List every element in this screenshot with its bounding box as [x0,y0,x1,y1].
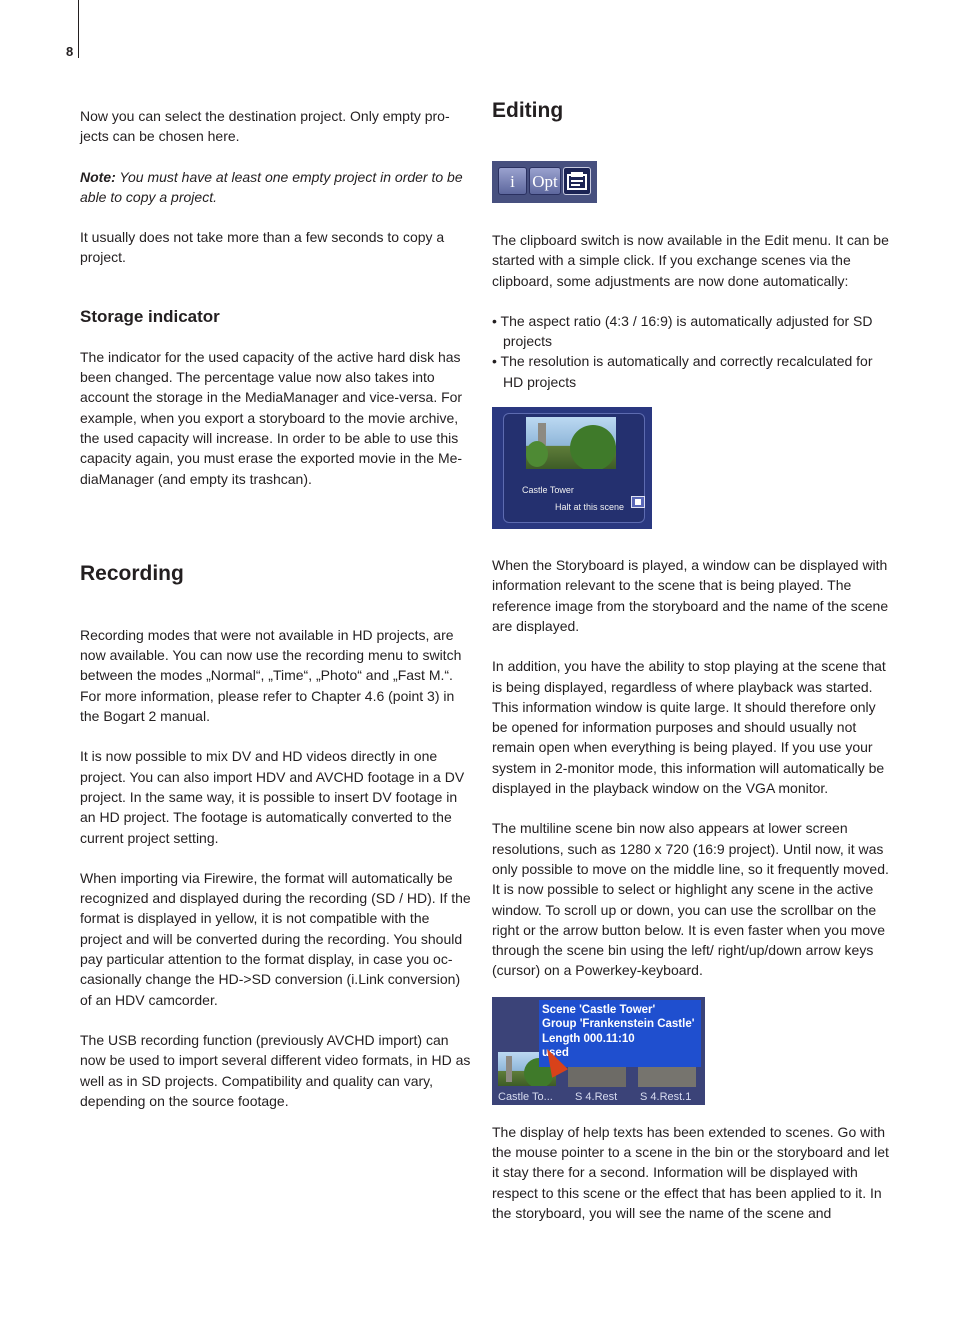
editing-paragraph-4: The multiline scene bin now also appears at lower screen resolutions, such as 1280 x 720 (16:9 project). Until now, it was only possible to move on the middle line, so it frequently moved. It is now possible to select or highlight any scene in the active window. To scroll up or down, you can use the scrollbar on the right or the arrow button below. It is even faster when you move through the scene bin using the left/ right/up/down arrow keys (cursor) on a Powerkey-keyboard. [492,820,889,979]
scene-info-panel [503,413,645,523]
tooltip-line: Scene 'Castle Tower' [542,1003,656,1016]
page-number: 8 [66,44,74,59]
tooltip-line: used [542,1047,569,1060]
recording-paragraph-1: Recording modes that were not available in HD projects, are now available. You can now use the recording menu to switch between the modes „Normal“, „Time“, „Photo“ and „Fast M.“. For more information, please refer to Chapter 4.6 (point 3) in the Bogart 2 manual. [80,626,462,725]
editing-paragraph-3: In addition, you have the ability to stop playing at the scene that is being displayed, regardless of where playback was started. This information window is quite large. It should therefore only be opened for information purposes and should usually not remain open when everything is being played. If you use your system in 2-monitor mode, this information will automatically be displayed in the playback window on the VGA monitor. [492,658,886,797]
list-item: • The aspect ratio (4:3 / 16:9) is automatically adjusted for SD projects [492,312,873,350]
scene-thumbnail [526,417,616,469]
recording-paragraph-2: It is now possible to mix DV and HD videos directly in one project. You can also import HDV and AVCHD footage in a DV project. In the same way, it is possible to insert DV footage in an HD project. The footage is automatically converted to the current project setting. [80,748,465,846]
recording-heading: Recording [80,561,184,585]
scene-name-label: Castle Tower [522,485,574,496]
tooltip-line: Length 000.11:10 [542,1032,635,1045]
intro-paragraph-2: It usually does not take more than a few seconds to copy a project. [80,229,445,266]
list-item: • The resolution is automatically and correctly recalculated for HD projects [492,353,873,390]
editing-paragraph-5: The display of help texts has been extended to scenes. Go with the mouse pointer to a scene in the bin or the storyboard and let it stay there for a second. Information will be displayed with respect to this scene or the effect that has been applied to it. In the storyboard, you will see the name of the scene and [492,1123,889,1221]
note-text: You must have at least one empty project in order to be able to copy a project. [80,168,463,205]
note-paragraph [80,167,473,208]
editing-paragraph-1: The clipboard switch is now available in the Edit menu. It can be started with a simple click. If you exchange scenes via the clipboard, some adjustments are now done automatically: [492,232,889,289]
scene-bin-label: S 4.Rest [575,1090,618,1103]
options-button[interactable]: Opt [529,167,561,195]
toolbar-screenshot [492,161,597,203]
scene-bin-label: Castle To... [498,1090,553,1103]
recording-paragraph-4: The USB recording function (previously AVCHD import) can now be used to import several different video formats, in HD as well as in SD projects. Compatibility and quality can vary, depending on the source footage. [80,1031,471,1109]
editing-paragraph-2: When the Storyboard is played, a window can be displayed with information relevant to the scene that is being played. The reference image from the storyboard and the name of the scene are displayed. [492,557,889,634]
adjustment-list [492,311,890,392]
halt-at-scene-label: Halt at this scene [555,502,625,513]
clipboard-button[interactable] [563,167,591,195]
editing-heading: Editing [492,99,564,122]
halt-at-scene-checkbox[interactable] [631,496,645,508]
page-rule [78,0,79,58]
storage-indicator-text: The indicator for the used capacity of the active hard disk has been changed. The percentage value now also takes into account the storage in the MediaManager and vice-versa. For example, when you export a storyboard to the movie archive, the used capacity will increase. In order to be able to use this capacity again, you must erase the exported movie in the Me-diaManager (and empty its trashcan). [80,348,463,487]
intro-paragraph-1: Now you can select the destination project. Only empty pro-jects can be chosen here. [80,108,450,145]
tooltip-line: Group 'Frankenstein Castle' [542,1018,695,1031]
recording-paragraph-3: When importing via Firewire, the format will automatically be recognized and displayed during the recording (SD / HD). If the format is displayed in yellow, it is not compatible with the project and will be converted during the recording. You should pay particular attention to the format display, in case you oc-casionally change the HD->SD conversion (i.Link conversion) of an HDV camcorder. [80,869,471,1008]
left-column [80,106,473,1111]
right-column [492,98,890,1223]
scene-thumbnail[interactable] [568,1067,626,1087]
clipboard-icon [566,171,588,191]
scene-info-window-screenshot [492,407,652,529]
scene-tooltip [539,1000,701,1067]
scene-thumbnail[interactable] [638,1067,696,1087]
scene-bin-label: S 4.Rest.1 [640,1090,692,1103]
note-label: Note: [80,168,116,185]
storage-indicator-heading: Storage indicator [80,306,220,326]
scene-bin-screenshot [492,997,705,1105]
info-button[interactable]: i [498,167,527,195]
